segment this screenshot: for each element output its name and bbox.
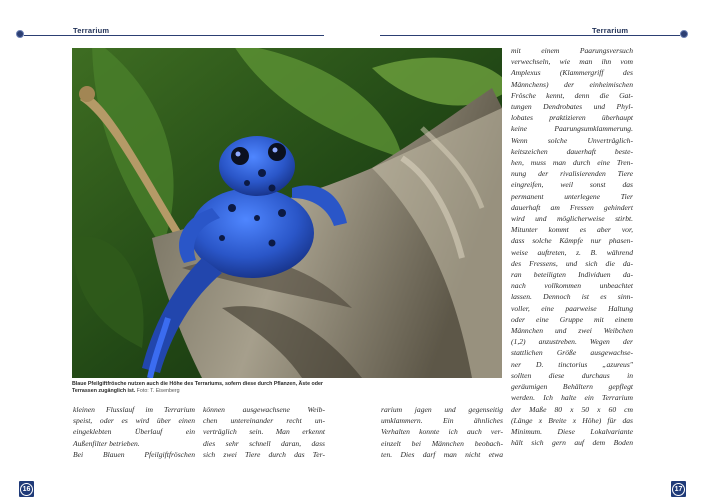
running-head-left: Terrarium (73, 26, 110, 35)
text-line: der Maße 80 x 50 x 60 cm (511, 404, 633, 414)
text-line: hält sich gern auf dem Boden (511, 438, 633, 448)
text-line: des Fressens, und sich die da- (511, 258, 633, 268)
text-line: nung der rivalisierenden Tiere (511, 169, 633, 179)
text-line: hen, muss man durch eine Tren- (511, 158, 633, 168)
text-line: Männchen und zwei Weibchen (511, 326, 633, 336)
text-column-2 (203, 404, 325, 460)
photo-caption (72, 381, 334, 395)
text-line: speist, oder es wird über einen (73, 416, 195, 426)
text-line: ner D. tinctorius „azureus" (511, 359, 633, 369)
page-number-right-label: 17 (672, 483, 685, 496)
frog-photo (72, 48, 502, 378)
text-line: dass solche Kämpfe nur phasen- (511, 236, 633, 246)
header-rule-left (24, 35, 324, 36)
text-line: einzelt bei Männchen beobach- (381, 438, 503, 448)
text-line: (1,2) anzustreben. Wegen der (511, 337, 633, 347)
text-line: mit einem Paarungsversuch (511, 46, 633, 55)
text-line: eingeklebten Überlauf ein (73, 427, 195, 437)
page-number-left (19, 481, 34, 497)
header-bullet-right-icon (680, 30, 688, 38)
running-head-right: Terrarium (592, 26, 629, 35)
text-line: stattlichen Größe ausgewachse- (511, 348, 633, 358)
text-column-1 (73, 404, 195, 460)
text-line: permanent unterlegene Tier (511, 191, 633, 201)
text-line: Männchens) der einheimischen (511, 79, 633, 89)
text-line: können ausgewachsene Weib- (203, 405, 325, 414)
text-line: sollten diese durchaus in (511, 370, 633, 380)
caption-text: Blaue Pfeilgiftfrösche nutzen auch die Höhe des Terrariums, sofern diese durch Pflanzen, Äste oder Terrassen zugänglich ist. (72, 381, 323, 395)
text-line: voller, eine paarweise Haltung (511, 303, 633, 313)
text-line: geräumigen Behältern gepflegt (511, 382, 633, 392)
header-rule-right (380, 35, 680, 36)
header-bullet-left-icon (16, 30, 24, 38)
text-line: dauerhaft am Fressen gehindert (511, 202, 633, 212)
text-line: umklammern. Ein ähnliches (381, 416, 503, 426)
text-line: weise auftreten, z. B. während (511, 247, 633, 257)
text-column-3 (381, 404, 503, 460)
text-line: Mitunter kommt es aber vor, (511, 225, 633, 235)
photo-credit: Foto: T. Eisenberg (136, 388, 180, 395)
text-line: werden. Ich halte ein Terrarium (511, 393, 633, 403)
text-line: rarium jagen und gegenseitig (381, 405, 503, 414)
text-line: Wenn solche Unverträglich- (511, 135, 633, 145)
text-line: Bei Blauen Pfeilgiftfröschen (73, 449, 195, 459)
text-line: Außenfilter betrieben. (73, 438, 140, 448)
text-line: Frösche kennt, denn die Gat- (511, 90, 633, 100)
text-line: verträglich sein. Man erkennt (203, 427, 325, 437)
text-line: tungen Dendrobates und Phyl- (511, 102, 633, 112)
text-line: (Länge x Breite x Höhe) für das (511, 415, 633, 425)
text-line: verwechseln, wie man ihn vom (511, 57, 633, 67)
text-column-4 (511, 45, 633, 448)
text-line: keitszeichen dauerhaft beste- (511, 146, 633, 156)
text-line: lobates praktizieren überhaupt (511, 113, 633, 123)
text-line: Amplexus (Klammergriff des (511, 68, 633, 78)
text-line: Verhalten konnte ich auch ver- (381, 427, 503, 437)
text-line: sich zwei Tiere durch das Ter- (203, 449, 325, 459)
text-line: eingreifen, weil sonst das (511, 180, 633, 190)
text-line: ten. Dies darf man nicht etwa (381, 449, 503, 459)
text-line: kleinen Flusslauf im Terrarium (73, 405, 195, 414)
page-number-right (671, 481, 686, 497)
text-line: chen untereinander recht un- (203, 416, 325, 426)
text-line: oder eine Gruppe mit einem (511, 314, 633, 324)
text-line: lassen. Dennoch ist es sinn- (511, 292, 633, 302)
text-line: keine Paarungsumklammerung. (511, 124, 633, 134)
text-line: ran beteiligten Individuen da- (511, 270, 633, 280)
text-line: dies sehr schnell daran, dass (203, 438, 325, 448)
page-number-left-label: 16 (20, 483, 33, 496)
text-line: Minimum. Diese Lokalvariante (511, 426, 633, 436)
text-line: nach vollkommen unbeachtet (511, 281, 633, 291)
text-line: wird und möglicherweise stirbt. (511, 214, 633, 224)
